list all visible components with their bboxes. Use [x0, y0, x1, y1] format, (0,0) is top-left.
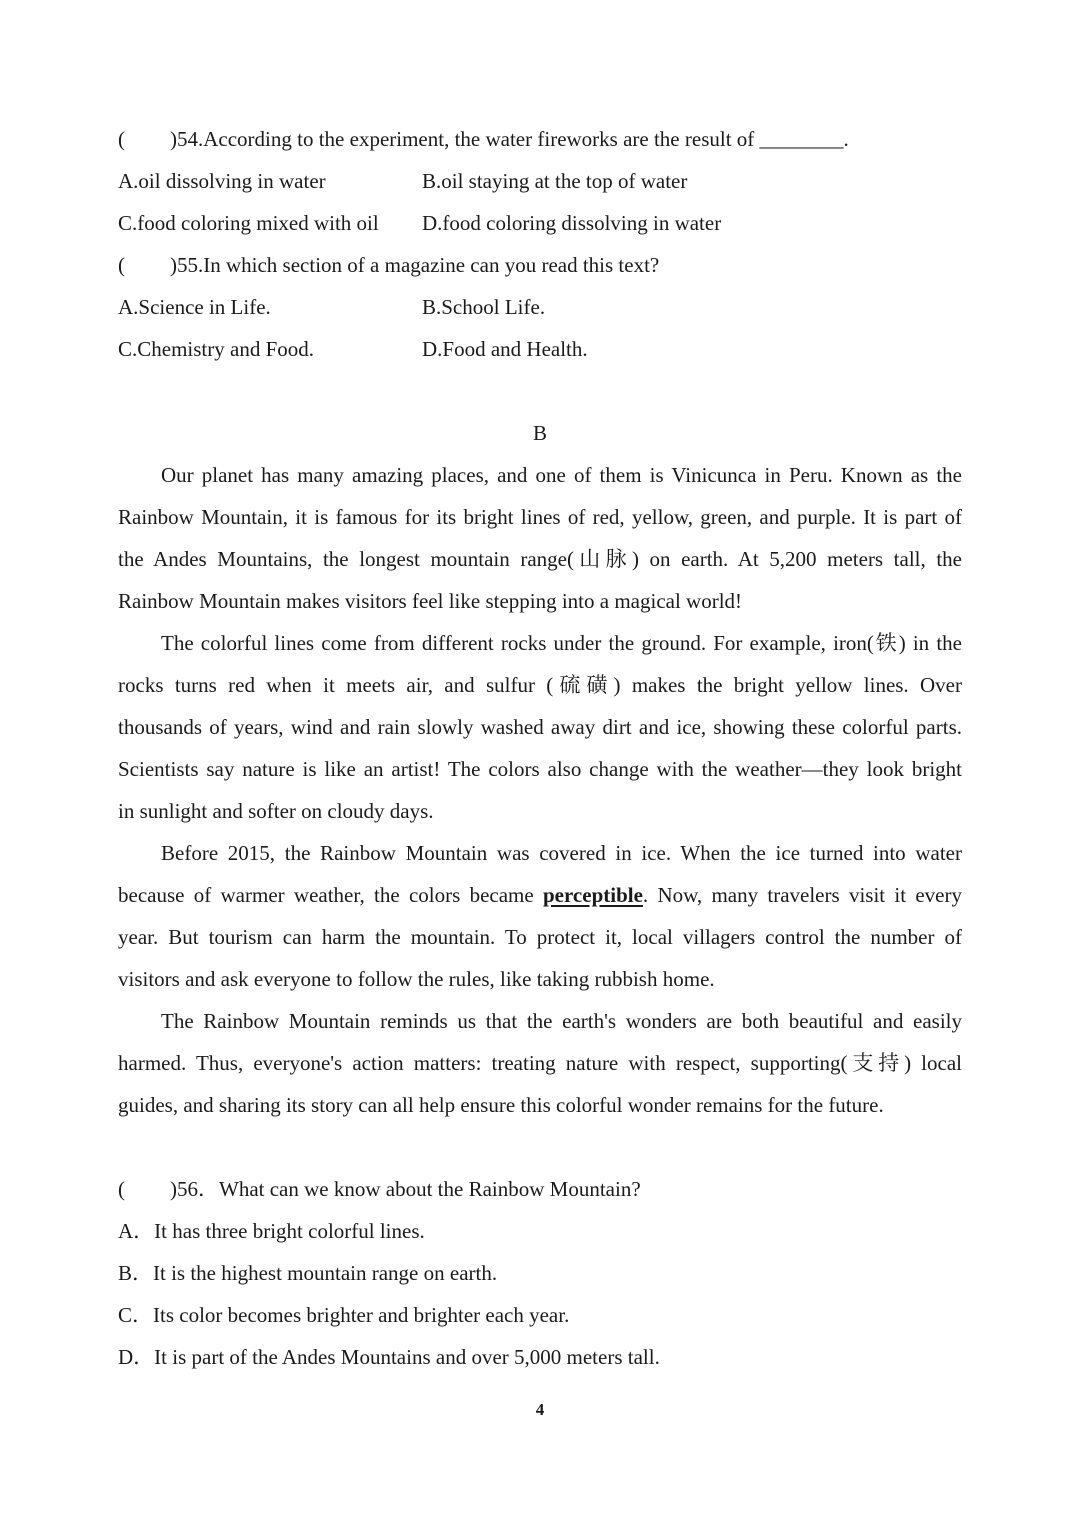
question-54-option-c: C.food coloring mixed with oil [118, 211, 379, 235]
paragraph-line: guides, and sharing its story can all help ensure this colorful wonder remains for the future. [118, 1093, 884, 1117]
question-54-stem [118, 125, 849, 153]
passage-paragraph-2 [118, 622, 962, 832]
question-54-option-d: D.food coloring dissolving in water [422, 211, 722, 235]
question-55-option-c: C.Chemistry and Food. [118, 337, 315, 361]
paragraph-line: Scientists say nature is like an artist! The colors also change with the weather—they look bright [118, 757, 962, 781]
paragraph-line: The Rainbow Mountain reminds us that the earth's wonders are both beautiful and easily [161, 1009, 962, 1033]
question-56-option-d: D．It is part of the Andes Mountains and over 5,000 meters tall. [118, 1345, 660, 1369]
question-56-option-b: B．It is the highest mountain range on earth. [118, 1261, 498, 1285]
question-55-text: )55.In which section of a magazine can you read this text? [170, 253, 660, 277]
paragraph-line: Rainbow Mountain makes visitors feel like stepping into a magical world! [118, 589, 743, 613]
answer-blank: ( [118, 1177, 125, 1201]
paragraph-line: Rainbow Mountain, it is famous for its bright lines of red, yellow, green, and purple. It is part of [118, 505, 962, 529]
paragraph-text: because of warmer weather, the colors became [118, 883, 543, 907]
paragraph-line: year. But tourism can harm the mountain. To protect it, local villagers control the number of [118, 925, 962, 949]
question-56-option-c: C．Its color becomes brighter and brighter each year. [118, 1303, 570, 1327]
passage-paragraph-1 [118, 454, 962, 622]
answer-blank: ( [118, 127, 125, 151]
question-54-option-b: B.oil staying at the top of water [422, 169, 688, 193]
page-number: 4 [535, 1400, 545, 1419]
passage-paragraph-3 [118, 832, 962, 1000]
paragraph-line: in sunlight and softer on cloudy days. [118, 799, 434, 823]
paragraph-text: . Now, many travelers visit it every [642, 883, 962, 907]
paragraph-line [118, 874, 962, 916]
question-56-option-a: A．It has three bright colorful lines. [118, 1219, 425, 1243]
answer-blank: ( [118, 253, 125, 277]
paragraph-line: visitors and ask everyone to follow the rules, like taking rubbish home. [118, 967, 715, 991]
paragraph-line: the Andes Mountains, the longest mountain range(山脉) on earth. At 5,200 meters tall, the [118, 547, 962, 571]
vocabulary-word: perceptible [542, 883, 643, 907]
question-54-text: )54.According to the experiment, the water fireworks are the result of ________. [170, 127, 849, 151]
question-55-option-a: A.Science in Life. [118, 295, 271, 319]
passage-paragraph-4 [118, 1000, 962, 1126]
question-54-option-a: A.oil dissolving in water [118, 169, 326, 193]
paragraph-line: thousands of years, wind and rain slowly washed away dirt and ice, showing these colorful parts. [118, 715, 962, 739]
question-56-text: )56．What can we know about the Rainbow Mountain? [170, 1177, 641, 1201]
paragraph-line: rocks turns red when it meets air, and sulfur (硫磺) makes the bright yellow lines. Over [118, 673, 962, 697]
question-55-option-d: D.Food and Health. [422, 337, 588, 361]
question-56-stem [118, 1175, 641, 1203]
paragraph-line: Our planet has many amazing places, and one of them is Vinicunca in Peru. Known as the [161, 463, 962, 487]
question-55-option-b: B.School Life. [422, 295, 546, 319]
paragraph-line: The colorful lines come from different rocks under the ground. For example, iron(铁) in the [161, 631, 962, 655]
question-55-stem [118, 251, 659, 279]
section-heading: B [532, 421, 547, 445]
paragraph-line: harmed. Thus, everyone's action matters: treating nature with respect, supporting(支持) local [118, 1051, 962, 1075]
paragraph-line: Before 2015, the Rainbow Mountain was covered in ice. When the ice turned into water [161, 841, 962, 865]
